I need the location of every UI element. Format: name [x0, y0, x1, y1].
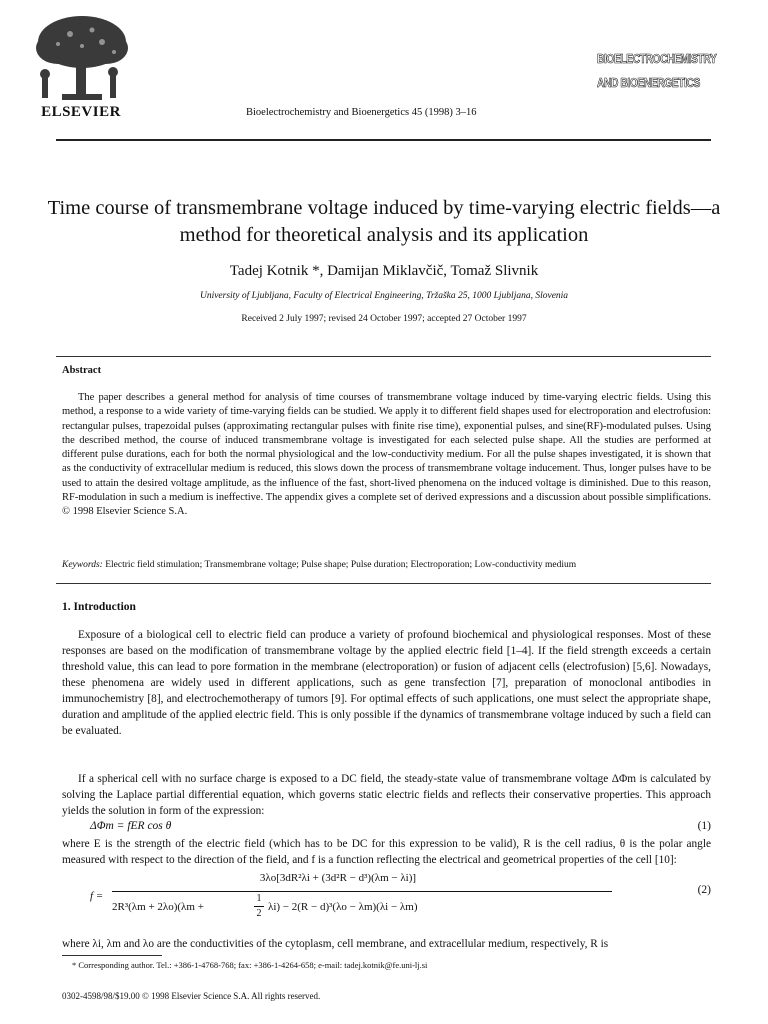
half-fraction-bar — [254, 906, 264, 907]
keywords-label: Keywords: — [62, 560, 103, 570]
equation-2-numerator: 3λo[3dR²λi + (3d²R − d³)(λm − λi)] — [259, 872, 417, 884]
header-divider — [56, 139, 711, 141]
masthead-line-2: AND BIOENERGETICS — [597, 76, 700, 90]
affiliation: University of Ljubljana, Faculty of Electrical Engineering, Tržaška 25, 1000 Ljubljana, Slovenia — [199, 291, 569, 301]
equation-1: ΔΦm = fER cos θ — [90, 820, 172, 832]
publisher-name: ELSEVIER — [41, 104, 121, 120]
half-denominator: 2 — [256, 908, 262, 919]
equation-2-denominator-a: 2R³(λm + 2λo)(λm + — [112, 901, 204, 913]
author-list: Tadej Kotnik *, Damijan Miklavčič, Tomaž Slivnik — [229, 263, 539, 279]
equation-2-denominator-b: λi) − 2(R − d)³(λo − λm)(λi − λm) — [268, 901, 418, 913]
elsevier-tree-logo — [22, 8, 140, 112]
keywords-line — [62, 560, 711, 570]
equation-2-lhs: f = — [90, 890, 104, 902]
journal-masthead — [597, 46, 717, 100]
equation-2 — [90, 872, 650, 936]
keywords-list: Electric field stimulation; Transmembrane voltage; Pulse shape; Pulse duration; Electroporation; Low-conductivity medium — [105, 560, 577, 570]
half-numerator: 1 — [256, 893, 262, 904]
abstract-body: The paper describes a general method for analysis of time courses of transmembrane voltage induced by time-varying electric fields. Using this method, a response to a wide variety of time-varying fields can be studied. We apply it to different field shapes used for electroporation and electrofusion: rectangular pulses, trapezoidal pulses (approximating rectangular pulses with finite rise time), exponential pulses, and sine(RF)-modulated pulses. Using the described method, the course of induced transmembrane voltage is investigated for each selected pulse shape. All the studies are performed at different pulse durations, each for both the normal physiological and the low-conductivity medium. For all the pulse shapes investigated, it is shown that as the conductivity of extracellular medium is reduced, this slows down the process of transmembrane voltage inducement. Thus, longer pulses have to be used to attain the desired voltage amplitude, as the influence of the fast, short-lived phenomena on the induced voltage is diminished. Due to this reason, RF-modulation in such a medium is ineffective. The appendix gives a complete set of derived expressions and a discussion about possible simplifications. © 1998 Elsevier Science S.A. — [62, 392, 711, 518]
footnote-divider — [62, 955, 162, 956]
abstract-heading: Abstract — [62, 365, 102, 376]
intro-paragraph-1: Exposure of a biological cell to electric field can produce a variety of profound biochemical and physiological responses. Most of these responses are based on the modification of transmembrane voltage by the applied electric field [1–4]. If the field strength exceeds a certain threshold value, this can lead to pore formation in the membrane (electroporation) or fusion of adjacent cells (electrofusion) [5,6]. Nowadays, these phenomena are widely used in different applications, such as gene transfection [7], preparation of monoclonal antibodies in immunochemistry [8], and electrochemotherapy of tumors [9]. For optimal effects of such applications, one must select the appropriate shape, duration and amplitude of the applied electric field. This is only possible if the dynamics of transmembrane voltage induced by such a field can be evaluated. — [62, 629, 711, 737]
equation-2-number: (2) — [697, 884, 711, 896]
keywords-divider — [56, 583, 711, 584]
masthead-line-1: BIOELECTROCHEMISTRY — [597, 52, 717, 66]
fraction-bar — [112, 891, 612, 892]
article-title: Time course of transmembrane voltage induced by time-varying electric fields—a method for theoretical analysis and its application — [47, 197, 721, 246]
copyright-line: 0302-4598/98/$19.00 © 1998 Elsevier Science S.A. All rights reserved. — [62, 991, 321, 1001]
intro-paragraph-3: where E is the strength of the electric field (which has to be DC for this expression to be valid), R is the cell radius, θ is the polar angle measured with respect to the direction of the field, and f is a function reflecting the electrical and geometrical properties of the cell [10]: — [62, 838, 711, 866]
abstract-top-divider — [56, 356, 711, 357]
received-dates: Received 2 July 1997; revised 24 October 1997; accepted 27 October 1997 — [241, 314, 527, 324]
intro-paragraph-2: If a spherical cell with no surface charge is exposed to a DC field, the steady-state value of transmembrane voltage ΔΦm is calculated by solving the Laplace partial differential equation, which governs static electric fields and reflects their conservative properties. This approach yields the solution in form of the expression: — [62, 773, 711, 817]
intro-paragraph-4: where λi, λm and λo are the conductivities of the cytoplasm, cell membrane, and extracellular medium, respectively, R is — [62, 938, 609, 950]
equation-1-number: (1) — [697, 820, 711, 832]
corresponding-author-footnote: * Corresponding author. Tel.: +386-1-4768-768; fax: +386-1-4264-658; e-mail: tadej.kotnik@fe.uni-lj.si — [72, 960, 428, 970]
journal-reference: Bioelectrochemistry and Bioenergetics 45 (1998) 3–16 — [246, 107, 477, 118]
section-heading-introduction: 1. Introduction — [62, 601, 136, 613]
